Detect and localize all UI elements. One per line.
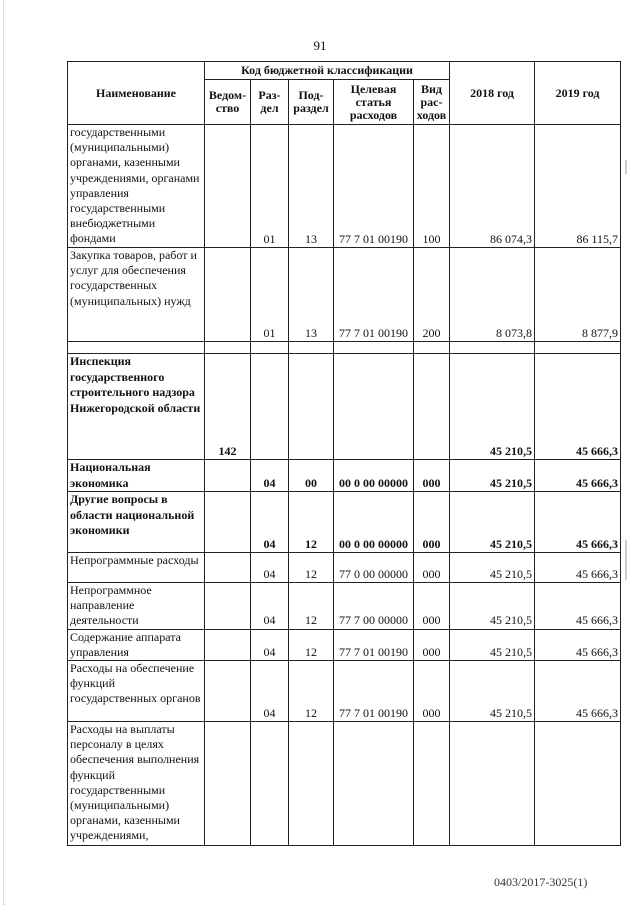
row-2018: [450, 722, 535, 846]
table-row: [68, 460, 621, 492]
row-2018: 45 210,5: [450, 553, 535, 583]
header-vedomstvo: Ведом- ство: [205, 80, 251, 125]
table-row: [68, 354, 621, 460]
row-vid: 000: [414, 460, 450, 492]
table-row: [68, 629, 621, 660]
budget-table: [67, 61, 621, 846]
row-vedomstvo: [205, 460, 251, 492]
row-name: Расходы на обеспечение функций государственных органов: [68, 661, 205, 722]
row-name: государственными (муниципальными) органами, казенными учреждениями, органами управления государственными внебюджетными фондами: [68, 125, 205, 248]
table-row: [68, 553, 621, 583]
row-razdel: [251, 354, 289, 460]
row-razdel: 04: [251, 460, 289, 492]
row-2019: 86 115,7: [535, 125, 621, 248]
row-vedomstvo: 142: [205, 354, 251, 460]
row-2018: 45 210,5: [450, 460, 535, 492]
row-name: Закупка товаров, работ и услуг для обеспечения государственных (муниципальных) нужд: [68, 248, 205, 342]
row-2019: 45 666,3: [535, 629, 621, 660]
row-vid: 200: [414, 248, 450, 342]
row-2019: 45 666,3: [535, 553, 621, 583]
row-name: Содержание аппарата управления: [68, 629, 205, 660]
row-2019: 45 666,3: [535, 354, 621, 460]
row-razdel: 04: [251, 661, 289, 722]
row-podrazdel: 13: [289, 125, 334, 248]
row-vid: 000: [414, 661, 450, 722]
row-2018: 45 210,5: [450, 492, 535, 553]
row-target: 77 7 01 00190: [334, 661, 414, 722]
header-2019: 2019 год: [535, 62, 621, 125]
row-target: 77 7 01 00190: [334, 629, 414, 660]
table-body: [68, 125, 621, 846]
spacer-cell: [289, 342, 334, 354]
row-podrazdel: 12: [289, 492, 334, 553]
row-name: Национальная экономика: [68, 460, 205, 492]
row-podrazdel: 00: [289, 460, 334, 492]
row-razdel: [251, 722, 289, 846]
row-podrazdel: 13: [289, 248, 334, 342]
row-razdel: 04: [251, 492, 289, 553]
row-podrazdel: 12: [289, 629, 334, 660]
row-name: Другие вопросы в области национальной экономики: [68, 492, 205, 553]
row-name: Непрограммные расходы: [68, 553, 205, 583]
row-razdel: 04: [251, 583, 289, 630]
row-podrazdel: 12: [289, 661, 334, 722]
row-2018: 45 210,5: [450, 354, 535, 460]
row-vid: [414, 354, 450, 460]
spacer-cell: [334, 342, 414, 354]
row-vid: 000: [414, 492, 450, 553]
row-2019: 45 666,3: [535, 460, 621, 492]
row-vedomstvo: [205, 248, 251, 342]
row-vedomstvo: [205, 553, 251, 583]
row-name: Непрограммное направление деятельности: [68, 583, 205, 630]
row-vid: [414, 722, 450, 846]
spacer-cell: [450, 342, 535, 354]
row-vedomstvo: [205, 125, 251, 248]
row-target: [334, 722, 414, 846]
row-name: Инспекция государственного строительного надзора Нижегородской области: [68, 354, 205, 460]
spacer-cell: [205, 342, 251, 354]
spacer-cell: [68, 342, 205, 354]
row-razdel: 04: [251, 629, 289, 660]
header-2018: 2018 год: [450, 62, 535, 125]
table-row: [68, 125, 621, 248]
row-2018: 45 210,5: [450, 583, 535, 630]
row-vid: 100: [414, 125, 450, 248]
scan-edge: [3, 0, 4, 905]
spacer-cell: [251, 342, 289, 354]
header-vid: Вид рас- ходов: [414, 80, 450, 125]
row-2019: 45 666,3: [535, 583, 621, 630]
row-vedomstvo: [205, 722, 251, 846]
header-target: Целевая статья расходов: [334, 80, 414, 125]
row-2019: 45 666,3: [535, 661, 621, 722]
row-name: Расходы на выплаты персоналу в целях обеспечения выполнения функций государственными (муниципальными) органами, казенными учреждениями,: [68, 722, 205, 846]
row-vedomstvo: [205, 492, 251, 553]
row-podrazdel: 12: [289, 583, 334, 630]
table-row: [68, 248, 621, 342]
row-target: [334, 354, 414, 460]
row-2019: [535, 722, 621, 846]
row-2018: 45 210,5: [450, 629, 535, 660]
row-vedomstvo: [205, 661, 251, 722]
row-podrazdel: [289, 722, 334, 846]
spacer-cell: [535, 342, 621, 354]
row-vedomstvo: [205, 629, 251, 660]
row-2019: 8 877,9: [535, 248, 621, 342]
row-razdel: 01: [251, 125, 289, 248]
row-2018: 8 073,8: [450, 248, 535, 342]
row-2019: 45 666,3: [535, 492, 621, 553]
row-vedomstvo: [205, 583, 251, 630]
header-name: Наименование: [68, 62, 205, 125]
row-2018: 45 210,5: [450, 661, 535, 722]
table-row: [68, 661, 621, 722]
row-vid: 000: [414, 553, 450, 583]
header-classification-group: Код бюджетной классификации: [205, 62, 450, 80]
row-target: 77 7 01 00190: [334, 125, 414, 248]
document-code: 0403/2017-3025(1): [494, 875, 588, 889]
row-target: 00 0 00 00000: [334, 460, 414, 492]
row-podrazdel: [289, 354, 334, 460]
row-2018: 86 074,3: [450, 125, 535, 248]
row-razdel: 04: [251, 553, 289, 583]
spacer-row: [68, 342, 621, 354]
row-vid: 000: [414, 583, 450, 630]
row-target: 77 0 00 00000: [334, 553, 414, 583]
table-row: [68, 492, 621, 553]
row-target: 00 0 00 00000: [334, 492, 414, 553]
page-number: 91: [313, 38, 327, 53]
row-target: 77 7 01 00190: [334, 248, 414, 342]
spacer-cell: [414, 342, 450, 354]
table-row: [68, 583, 621, 630]
row-target: 77 7 00 00000: [334, 583, 414, 630]
row-podrazdel: 12: [289, 553, 334, 583]
row-vid: 000: [414, 629, 450, 660]
row-razdel: 01: [251, 248, 289, 342]
header-podrazdel: Под- раздел: [289, 80, 334, 125]
scan-mark: [625, 540, 627, 580]
scan-mark: [625, 160, 627, 174]
table-row: [68, 722, 621, 846]
header-razdel: Раз- дел: [251, 80, 289, 125]
